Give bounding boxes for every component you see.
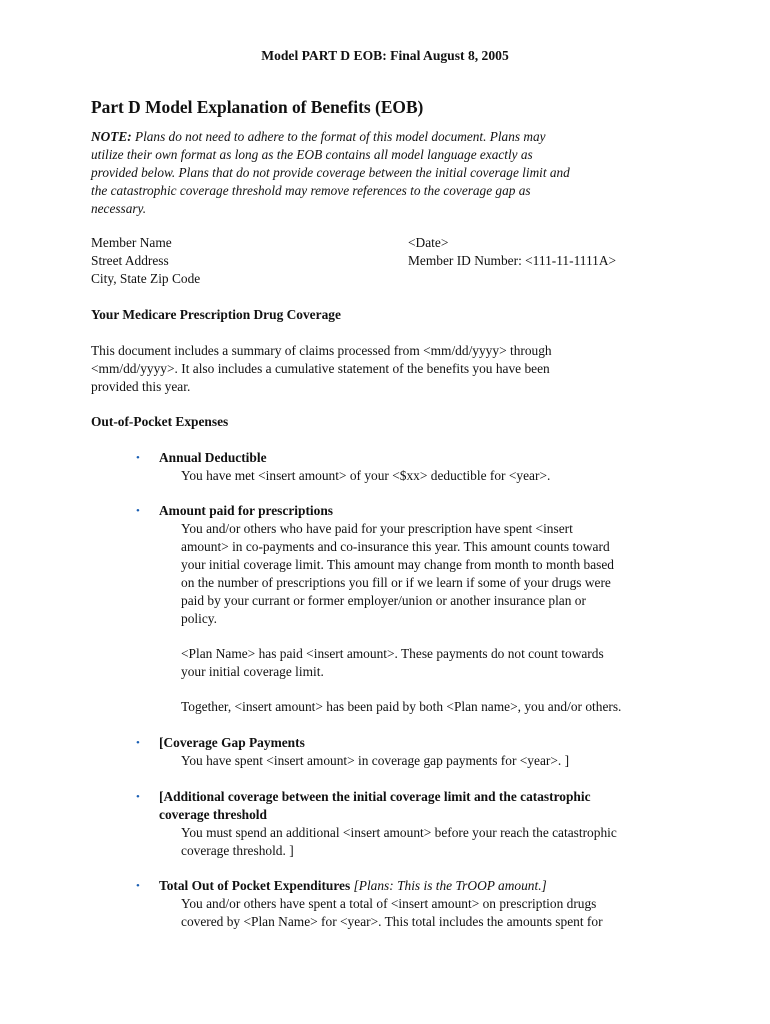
item-line: You must spend an additional <insert amount> before your reach the catastrophic [181, 825, 617, 840]
note-line: utilize their own format as long as the EOB contains all model language exactly as [91, 147, 533, 162]
item-title [159, 877, 547, 895]
statement-date: <Date> [408, 235, 449, 250]
bullet-icon: • [136, 791, 140, 803]
item-title: [Coverage Gap Payments [159, 735, 305, 750]
item-line: your initial coverage limit. This amount may change from month to month based [181, 557, 614, 572]
item-line: amount> in co-payments and co-insurance this year. This amount counts toward [181, 539, 610, 554]
page-title: Part D Model Explanation of Benefits (EOB) [91, 97, 424, 117]
note-line: the catastrophic coverage threshold may remove references to the coverage gap as [91, 183, 531, 198]
oop-heading: Out-of-Pocket Expenses [91, 414, 229, 429]
item-line: policy. [181, 611, 217, 626]
note-line: necessary. [91, 201, 147, 216]
item-line: You and/or others have spent a total of <insert amount> on prescription drugs [181, 896, 597, 911]
item-title-continued: coverage threshold [159, 807, 267, 822]
additional-coverage-body [181, 824, 681, 860]
member-city: City, State Zip Code [91, 271, 201, 286]
item-line: You have spent <insert amount> in coverage gap payments for <year>. ] [181, 753, 570, 768]
bullet-icon: • [136, 737, 140, 749]
item-title-text: Total Out of Pocket Expenditures [159, 878, 351, 893]
together-paragraph [181, 698, 701, 716]
coverage-line: <mm/dd/yyyy>. It also includes a cumulative statement of the benefits you have been [91, 361, 550, 376]
note-line: provided below. Plans that do not provide coverage between the initial coverage limit and [91, 165, 570, 180]
coverage-heading: Your Medicare Prescription Drug Coverage [91, 307, 341, 322]
plan-paid-paragraph [181, 645, 681, 681]
coverage-gap-body [181, 752, 681, 770]
item-line: your initial coverage limit. [181, 664, 324, 679]
document-header: Model PART D EOB: Final August 8, 2005 [261, 48, 509, 63]
item-line: on the number of prescriptions you fill or if we learn if some of your drugs were [181, 575, 611, 590]
note-line: Plans do not need to adhere to the format of this model document. Plans may [131, 129, 546, 144]
note-paragraph [91, 128, 671, 218]
deductible-body [181, 467, 681, 485]
note-label: NOTE: [91, 129, 132, 144]
member-address-block [91, 234, 391, 288]
item-title: [Additional coverage between the initial coverage limit and the catastrophic [159, 789, 591, 804]
total-oop-body [181, 895, 681, 931]
coverage-line: This document includes a summary of claims processed from <mm/dd/yyyy> through [91, 343, 552, 358]
item-title: Amount paid for prescriptions [159, 503, 333, 518]
bullet-icon: • [136, 505, 140, 517]
coverage-line: provided this year. [91, 379, 191, 394]
member-id: Member ID Number: <111-11-1111A> [408, 253, 617, 268]
item-line: You and/or others who have paid for your prescription have spent <insert [181, 521, 573, 536]
item-line: coverage threshold. ] [181, 843, 294, 858]
item-line: covered by <Plan Name> for <year>. This total includes the amounts spent for [181, 914, 603, 929]
member-id-block [408, 234, 708, 270]
item-title-note: [Plans: This is the TrOOP amount.] [350, 878, 547, 893]
item-line: You have met <insert amount> of your <$xx> deductible for <year>. [181, 468, 551, 483]
item-title: Annual Deductible [159, 450, 267, 465]
coverage-paragraph [91, 342, 651, 396]
item-line: <Plan Name> has paid <insert amount>. These payments do not count towards [181, 646, 604, 661]
bullet-icon: • [136, 880, 140, 892]
member-street: Street Address [91, 253, 169, 268]
bullet-icon: • [136, 452, 140, 464]
member-name: Member Name [91, 235, 172, 250]
item-line: paid by your currant or former employer/union or another insurance plan or [181, 593, 586, 608]
item-line: Together, <insert amount> has been paid by both <Plan name>, you and/or others. [181, 699, 622, 714]
prescriptions-body [181, 520, 681, 628]
